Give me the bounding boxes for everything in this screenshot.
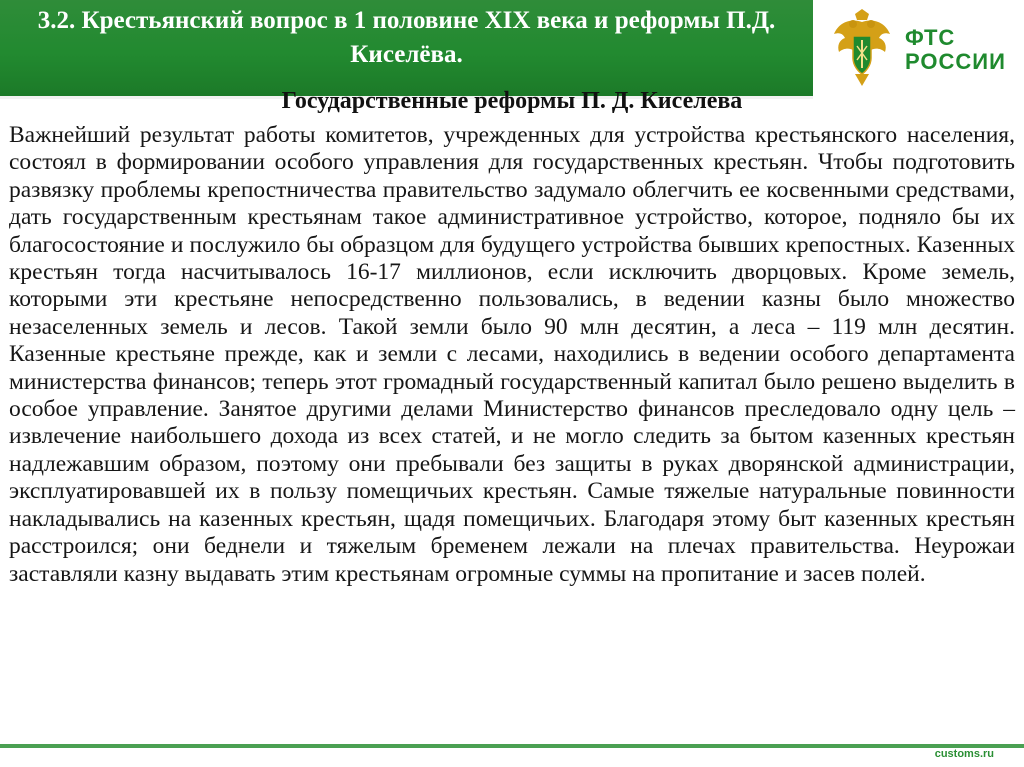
- header-band: [0, 0, 813, 99]
- double-headed-eagle-emblem-icon: [831, 8, 893, 88]
- slide-title: 3.2. Крестьянский вопрос в 1 половине XIX века и реформы П.Д. Киселёва.: [37, 7, 776, 68]
- logo-text: [905, 26, 1006, 74]
- fts-logo: [813, 0, 1024, 96]
- footer-bar: [0, 744, 1024, 748]
- logo-line-1: ФТС: [905, 25, 956, 50]
- body-paragraph: Важнейший результат работы комитетов, учрежденных для устройства крестьянского населения, состоял в формировании особого управления для государственных крестьян. Чтобы подготовить развязку проблемы крепостничества правительство задумало облегчить ее косвенными средствами, дать государственным крестьянам такое административное устройство, которое, подняло бы их благосостояние и послужило бы образцом для будущего устройства бывших крепостных. Казенных крестьян тогда насчитывалось 16-17 миллионов, если исключить дворцовых. Кроме земель, которыми эти крестьяне непосредственно пользовались, в ведении казны было множество незаселенных земель и лесов. Такой земли было 90 млн десятин, а леса – 119 млн десятин. Казенные крестьяне прежде, как и земли с лесами, находились в ведении особого департамента министерства финансов; теперь этот громадный государственный капитал было решено выделить в особое управление. Занятое другими делами Министерство финансов преследовало одну цель – извлечение наибольшего дохода из всех статей, и не могло следить за бытом казенных крестьян надлежавшим образом, поэтому они пребывали без защиты в руках дворянской администрации, эксплуатировавшей их в пользу помещичьих крестьян. Самые тяжелые натуральные повинности накладывались на казенных крестьян, щадя помещичьих. Благодаря этому быт казенных крестьян расстроился; они беднели и тяжелым бременем лежали на плечах правительства. Неурожаи заставляли казну выдавать этим крестьянам огромные суммы на пропитание и засев полей.: [9, 122, 1015, 587]
- section-subheading: Государственные реформы П. Д. Киселева: [281, 88, 743, 114]
- footer-site-link[interactable]: customs.ru: [934, 748, 994, 760]
- logo-line-2: РОССИИ: [905, 49, 1006, 74]
